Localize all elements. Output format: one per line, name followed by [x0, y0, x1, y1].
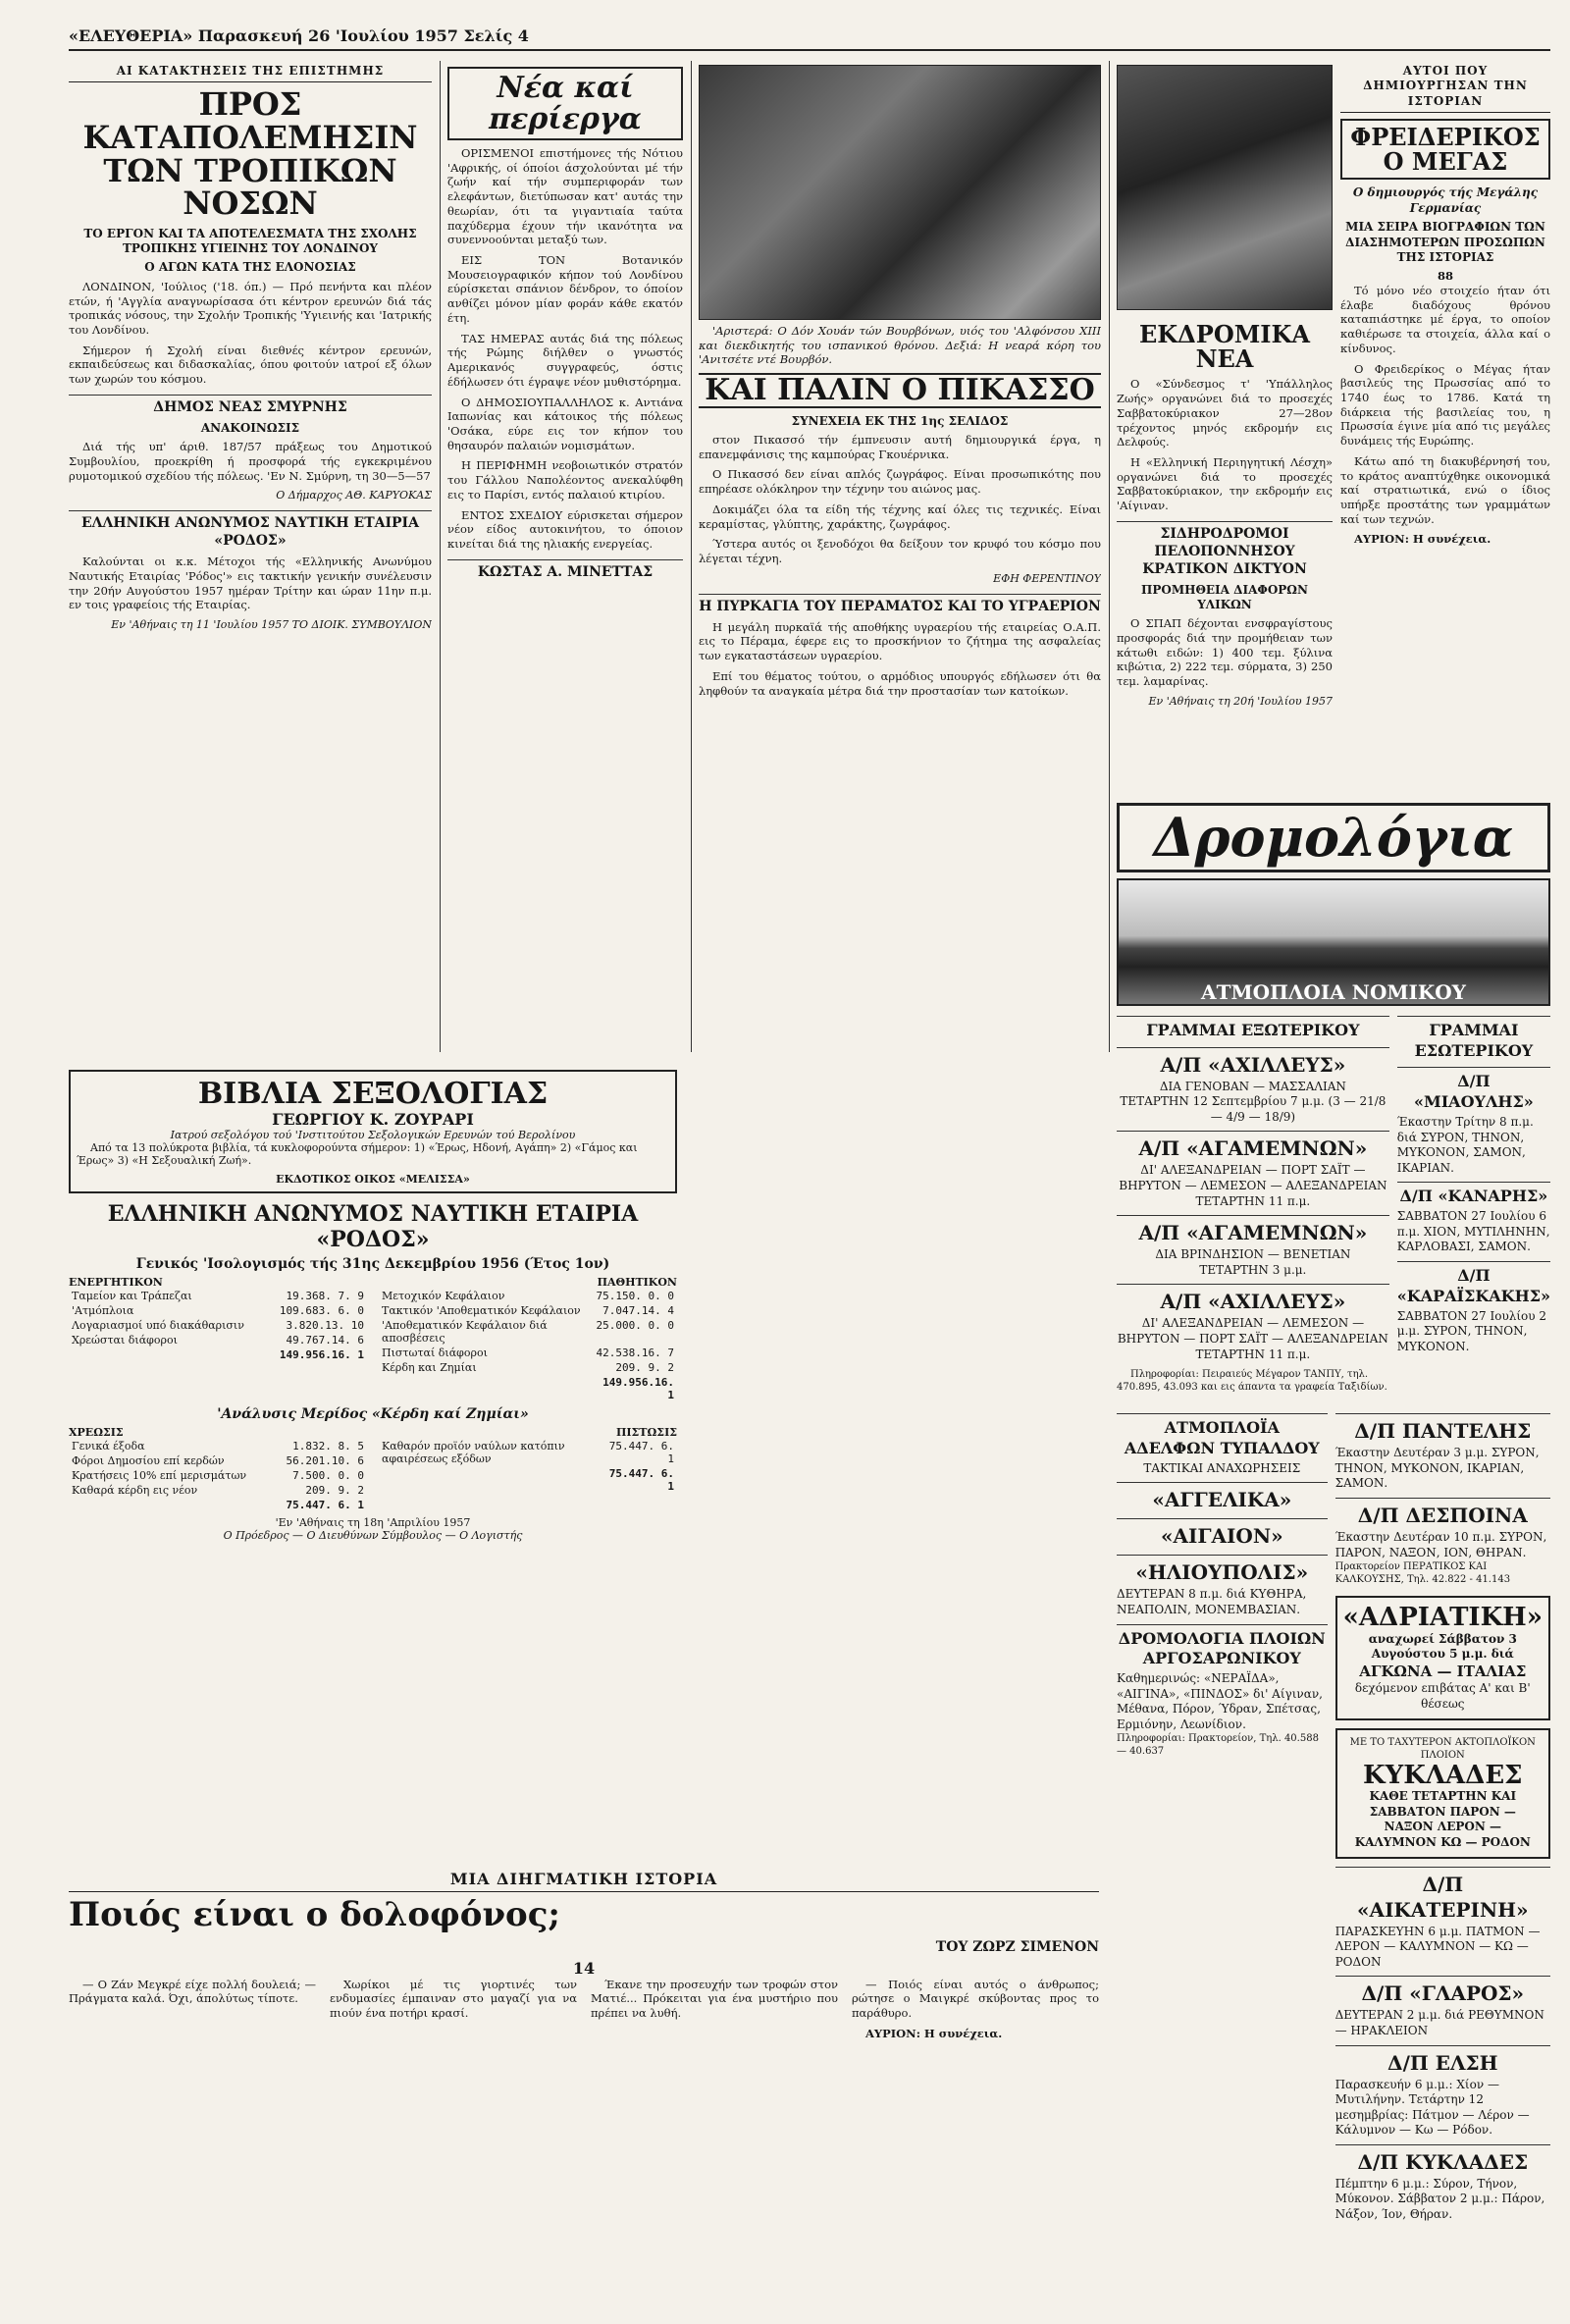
ship-name: «ΑΓΓΕΛΙΚΑ» [1117, 1482, 1328, 1512]
story-paragraph: Χωρίκοι μέ τις γιορτινές των ενδυμασίες έμπαιναν στο μαγαζί για να πιούν ένα ποτήρι κρασί. [330, 1977, 577, 2021]
analysis-title: 'Ανάλυσις Μερίδος «Κέρδη καί Ζημίαι» [217, 1406, 529, 1422]
ship-name: «ΑΙΓΑΙΟΝ» [1117, 1518, 1328, 1549]
ship-name: Α/Π «ΑΧΙΛΛΕΥΣ» [1117, 1047, 1389, 1078]
article-paragraph: Σήμερον ή Σχολή είναι διεθνές κέντρον ερευνών, εκπαιδεύσεως και διδασκαλίας, όπου φοιτούν ιατροί εξ όλων των χωρών του κόσμου. [69, 343, 432, 387]
story-columns [69, 1978, 1099, 2047]
info-text: Πληροφορίαι: Πειραιεύς Μέγαρον ΤΑΝΠΥ, τηλ. 470.895, 43.093 και εις άπαντα τα γραφεία Ταξιδίων. [1117, 1369, 1387, 1394]
debit-row-value: 56.201.10. 6 [286, 1454, 364, 1467]
asset-row-value: 109.683. 6. 0 [279, 1304, 364, 1317]
route-text: ΠΑΡΑΣΚΕΥΗΝ 6 μ.μ. ΠΑΤΜΟΝ — ΛΕΡΟΝ — ΚΑΛΥΜΝΟΝ — ΚΩ — ΡΟΔΟΝ [1334, 1924, 1541, 1969]
story-continued: ΑΥΡΙΟΝ: Η συνέχεια. [865, 2026, 1003, 2040]
column-3 [699, 61, 1101, 1052]
books-author: ΓΕΩΡΓΙΟΥ Κ. ΖΟΥΡΑΡΙ [272, 1110, 474, 1129]
asset-row-name: Χρεώσται διάφοροι [72, 1334, 178, 1347]
ship-name: Δ/Π ΠΑΝΤΕΛΗΣ [1335, 1413, 1550, 1444]
notice-paragraph: Ο ΣΠΑΠ δέχονται ενσφραγίστους προσφοράς διά την προμήθειαν των κάτωθι ειδών: 1) 400 τεμ. ξύλινα κιβώτια, 2) 222 τεμ. σύρματα, 3) 250 τεμ. λαμαρίνας. [1117, 616, 1333, 689]
news-paragraph: Ο «Σύνδεσμος τ' 'Υπάλληλος Ζωής» οργανώνει διά το προσεχές Σαββατοκύριακον 27—28ον τρέχοντος μηνός εκδρομήν εις Δελφούς. [1117, 377, 1333, 449]
notice-signature: Εν 'Αθήναις τη 11 'Ιουλίου 1957 ΤΟ ΔΙΟΙΚ. ΣΥΜΒΟΥΛΙΟΝ [111, 618, 432, 632]
news-paragraph: ΤΑΣ ΗΜΕΡΑΣ αυτάς διά της πόλεως τής Ρώμης διήλθεν ο γνωστός Αμερικανός συγγραφεύς, όστις έδήλωσεν ότι έγραψε νέον μυθιστόρημα. [447, 331, 683, 389]
assets-total: 149.956.16. 1 [279, 1348, 364, 1361]
analysis-tables [69, 1426, 677, 1512]
ship-name: Α/Π «ΑΓΑΜΕΜΝΩΝ» [1117, 1131, 1389, 1161]
assets-total-row [69, 1347, 367, 1362]
route-text: Έκαστην Δευτέραν 3 μ.μ. ΣΥΡΟΝ, ΤΗΝΟΝ, ΜΥΚΟΝΟΝ, ΙΚΑΡΙΑΝ, ΣΑΜΟΝ. [1334, 1446, 1540, 1491]
balance-date: 'Εν 'Αθήναις τη 18η 'Απριλίου 1957 [275, 1516, 471, 1529]
asset-row [69, 1303, 367, 1318]
books-title: ΒΙΒΛΙΑ ΣΕΞΟΛΟΓΙΑΣ [197, 1077, 549, 1111]
debit-table [69, 1439, 367, 1512]
asset-row-value: 3.820.13. 10 [286, 1319, 364, 1332]
route-time: ΤΕΤΑΡΤΗΝ 11 π.μ. [1195, 1193, 1311, 1208]
article-headline: ΠΡΟΣ ΚΑΤΑΠΟΛΕΜΗΣΙΝ ΤΩΝ ΤΡΟΠΙΚΩΝ ΝΟΣΩΝ [82, 85, 418, 223]
liability-row-value: 75.150. 0. 0 [596, 1290, 674, 1302]
debit-row-value: 7.500. 0. 0 [292, 1469, 364, 1482]
shipping-banner: Δρομολόγια [1117, 803, 1550, 872]
route-text: ΔΙ' ΑΛΕΞΑΝΔΡΕΙΑΝ — ΠΟΡΤ ΣΑΪΤ — ΒΗΡΥΤΟΝ — ΛΕΜΕΣΟΝ — ΑΛΕΞΑΝΔΡΕΙΑΝ [1119, 1163, 1387, 1192]
liability-row-name: Μετοχικόν Κεφάλαιον [382, 1290, 505, 1302]
photo-caption: 'Αριστερά: Ο Δόν Χουάν τών Βουρβόνων, υιός του 'Αλφόνσου ΧΙΙΙ και διεκδικητής του ισπανικού θρόνου. Δεξιά: Η νεαρά κόρη του 'Ανιτσέτε ντέ Βουρβόν. [699, 324, 1101, 367]
article-paragraph: στον Πικασσό τήν έμπνευσιν αυτή δημιουργικά έργα, η επανεμφάνισις της καμπούρας Γκουέρνικα. [699, 433, 1101, 461]
route-text: ΔΙ' ΑΛΕΞΑΝΔΡΕΙΑΝ — ΛΕΜΕΣΟΝ — ΒΗΡΥΤΟΝ — ΠΟΡΤ ΣΑΪΤ — ΑΛΕΞΑΝΔΡΕΙΑΝ [1117, 1316, 1388, 1346]
balance-title: ΕΛΛΗΝΙΚΗ ΑΝΩΝΥΜΟΣ ΝΑΥΤΙΚΗ ΕΤΑΙΡΙΑ «ΡΟΔΟΣ» [107, 1201, 639, 1252]
credit-label: ΠΙΣΤΩΣΙΣ [616, 1426, 677, 1439]
story-paragraph: Έκανε την προσευχήν των τροφών στον Ματιέ... Πρόκειται για ένα μυστήριο που πρέπει να λυθή. [591, 1977, 838, 2021]
books-publisher: ΕΚΔΟΤΙΚΟΣ ΟΙΚΟΣ «ΜΕΛΙΣΣΑ» [276, 1173, 470, 1186]
shipping-ads [1117, 797, 1550, 2308]
debit-row-value: 1.832. 8. 5 [292, 1440, 364, 1452]
article-paragraph: Δοκιμάζει όλα τα είδη τής τέχνης καί όλες τις τεχνικές. Είναι κεραμίστας, γλύπτης, χαράκτης, ζωγράφος. [699, 502, 1101, 531]
typaldos-ads [1117, 1407, 1328, 2223]
news-paragraph: Η ΠΕΡΙΦΗΜΗ νεοβοιωτικόν στρατόν του Γάλλου Ναπολέοντος ανεκαλύφθη εις το Παρίσι, εντός παλαιού κτιρίου. [447, 458, 683, 502]
debit-row [69, 1468, 367, 1483]
column-1 [69, 61, 432, 1052]
bottom-left-block [69, 1062, 1109, 2308]
liability-row [379, 1303, 677, 1318]
credit-total: 75.447. 6. 1 [608, 1467, 674, 1493]
credit-column [379, 1426, 677, 1512]
column-2 [447, 61, 683, 1052]
portrait-photo [1117, 65, 1333, 310]
liability-row-name: Τακτικόν 'Αποθεματικόν Κεφάλαιον [382, 1304, 581, 1317]
asset-row [69, 1333, 367, 1347]
article-paragraph: Ο Πικασσό δεν είναι απλός ζωγράφος. Είναι προσωπικότης που επηρέασε ολόκληρον την τέχνην του αιώνος μας. [699, 467, 1101, 497]
advert-name: ΚΩΣΤΑΣ Α. ΜΙΝΕΤΤΑΣ [447, 559, 683, 582]
route-sub: δεχόμενον επιβάτας Α' και Β' θέσεως [1354, 1681, 1531, 1711]
route-text: ΔΕΥΤΕΡΑΝ 8 π.μ. διά ΚΥΘΗΡΑ, ΝΕΑΠΟΛΙΝ, ΜΟΝΕΜΒΑΣΙΑΝ. [1117, 1587, 1307, 1616]
pantelis-ads [1335, 1407, 1550, 2223]
debit-column [69, 1426, 367, 1512]
company-sub: ΤΑΚΤΙΚΑΙ ΑΝΑΧΩΡΗΣΕΙΣ [1143, 1460, 1301, 1475]
story-paragraph: — Ο Ζάν Μεγκρέ είχε πολλή δουλειά; — Πράγματα καλά. Όχι, άπολύτως τίποτε. [69, 1977, 316, 2006]
part-number: 88 [1437, 269, 1453, 284]
asset-row-name: Λογαριασμοί υπό διακάθαρισιν [72, 1319, 244, 1332]
liabilities-total-row [379, 1375, 677, 1402]
route-tables-2 [1117, 1407, 1550, 2223]
biography-subhead: Ο δημιουργός τής Μεγάλης Γερμανίας [1352, 185, 1539, 215]
liability-row [379, 1318, 677, 1346]
biography-paragraph: Τό μόνο νέο στοιχείο ήταν ότι έλαβε διαδόχους θρόνου καταπιάστηκε μέ έργα, το οποίον καθιέρωσε τα στοιχεία, άλλα καί ο κίνδυνος. [1340, 283, 1550, 355]
asset-row-value: 49.767.14. 6 [286, 1334, 364, 1347]
route-destination: ΑΓΚΩΝΑ — ΙΤΑΛΙΑΣ [1359, 1662, 1527, 1680]
masthead [69, 22, 1550, 51]
credit-row-value: 75.447. 6. 1 [608, 1440, 674, 1465]
article-kicker: ΣΥΝΕΧΕΙΑ ΕΚ ΤΗΣ 1ης ΣΕΛΙΔΟΣ [791, 413, 1009, 428]
route-title: ΓΡΑΜΜΑΙ ΕΣΩΤΕΡΙΚΟΥ [1397, 1016, 1550, 1062]
route-text: Παρασκευήν 6 μ.μ.: Χίον — Μυτιλήνην. Τετάρτην 12 μεσημβρίας: Πάτμον — Λέρον — Κάλυμνον — Κω — Ρόδον. [1334, 2077, 1530, 2138]
route-time: ΤΕΤΑΡΤΗΝ 11 π.μ. [1195, 1347, 1311, 1361]
ship-name: Δ/Π «ΑΙΚΑΤΕΡΙΝΗ» [1335, 1867, 1550, 1923]
biography-headline: ΦΡΕΙΔΕΡΙΚΟΣ Ο ΜΕΓΑΣ [1340, 119, 1550, 180]
debit-total: 75.447. 6. 1 [286, 1499, 364, 1511]
article-paragraph: ΛΟΝΔΙΝΟΝ, 'Ιούλιος ('18. όπ.) — Πρό πενήντα και πλέον ετών, ή 'Αγγλία αναγνωρίσασα ότι κέντρον ερευνών διά τάς τροπικάς νόσους, την Σχολήν Τροπικής 'Υγιεινής και 'Ιατρικής του Λονδίνου. [69, 279, 432, 337]
route-text: Πέμπτην 6 μ.μ.: Σύρον, Τήνον, Μύκονον. Σάββατον 2 μ.μ.: Πάρον, Νάξον, Ίον, Θήραν. [1334, 2176, 1545, 2222]
notice-signature: Ο Δήμαρχος ΑΘ. ΚΑΡΥΟΚΑΣ [276, 489, 432, 502]
route-time: ΤΕΤΑΡΤΗΝ 3 μ.μ. [1199, 1262, 1307, 1277]
masthead-text: «ΕΛΕΥΘΕΡΙΑ» Παρασκευή 26 'Ιουλίου 1957 Σελίς 4 [69, 26, 529, 45]
route-text: ΣΑΒΒΑΤΟΝ 27 Ιουλίου 2 μ.μ. ΣΥΡΟΝ, ΤΗΝΟΝ, ΜΥΚΟΝΟΝ. [1396, 1308, 1547, 1353]
route-text: αναχωρεί Σάββατον 3 Αυγούστου 5 μ.μ. διά [1368, 1631, 1517, 1662]
assets-label: ΕΝΕΡΓΗΤΙΚΟΝ [69, 1276, 163, 1289]
route-title: ΓΡΑΜΜΑΙ ΕΞΩΤΕΡΙΚΟΥ [1117, 1016, 1389, 1041]
route-text: Έκαστην Τρίτην 8 π.μ. διά ΣΥΡΟΝ, ΤΗΝΟΝ, ΜΥΚΟΝΟΝ, ΣΑΜΟΝ, ΙΚΑΡΙΑΝ. [1396, 1114, 1534, 1175]
story-block [69, 1867, 1099, 2047]
debit-label: ΧΡΕΩΣΙΣ [69, 1426, 124, 1439]
ship-name: Δ/Π «ΚΑΡΑΪΣΚΑΚΗΣ» [1397, 1261, 1550, 1307]
ship-name: Δ/Π ΚΥΚΛΑΔΕΣ [1335, 2144, 1550, 2175]
liability-row [379, 1360, 677, 1375]
photo-right [1117, 61, 1333, 306]
column-5 [1340, 61, 1550, 807]
article-byline: ΕΦΗ ΦΕΡΕΝΤΙΝΟΥ [993, 571, 1101, 585]
section-heading: ΔΗΜΟΣ ΝΕΑΣ ΣΜΥΡΝΗΣ [69, 395, 432, 417]
ship-name: Δ/Π «ΚΑΝΑΡΗΣ» [1397, 1182, 1550, 1207]
credit-row [379, 1439, 677, 1466]
notice-paragraph: Διά τής υπ' άριθ. 187/57 πράξεως του Δημοτικού Συμβουλίου, προεκρίθη ή προσφορά τής εγκεκριμένου ρυμοτομικού σχεδίου τής πόλεως. 'Εν Ν. Σμύρνη, τη 30—5—57 [69, 440, 432, 483]
route-text: ΔΙΑ ΓΕΝΟΒΑΝ — ΜΑΣΣΑΛΙΑΝ [1159, 1079, 1346, 1093]
news-paragraph: ΕΝΤΟΣ ΣΧΕΔΙΟΥ εύρισκεται σήμερον νέον είδος αυτοκινήτου, το όποιον κινείται διά της ηλιακής ενεργείας. [447, 507, 683, 551]
story-part: 14 [572, 1958, 596, 1978]
debit-row [69, 1453, 367, 1468]
ship-name: «ΑΔΡΙΑΤΙΚΗ» [1342, 1603, 1543, 1633]
liabilities-table [379, 1289, 677, 1402]
story-author: ΤΟΥ ΖΩΡΖ ΣΙΜΕΝΟΝ [935, 1938, 1099, 1955]
assets-table [69, 1289, 367, 1362]
route-text: Καθημερινώς: «ΝΕΡΑΪΔΑ», «ΑΙΓΙΝΑ», «ΠΙΝΔΟΣ» δι' Αίγιναν, Μέθανα, Πόρον, Ύδραν, Σπέτσας, Ερμιόνην, Λεωνίδιον. [1117, 1671, 1323, 1731]
debit-row [69, 1439, 367, 1453]
story-paragraph: — Ποιός είναι αυτός ο άνθρωπος; ρώτησε ο Μαιγκρέ σκύβοντας προς το παράθυρο. [852, 1977, 1099, 2021]
ship-name: Δ/Π «ΓΛΑΡΟΣ» [1335, 1976, 1550, 2006]
books-ad [69, 1070, 677, 1193]
section-heading: ΕΚΔΡΟΜΙΚΑ ΝΕΑ [1139, 320, 1310, 374]
ship-name: Δ/Π «ΜΙΑΟΥΛΗΣ» [1397, 1067, 1550, 1113]
article-paragraph: Επί του θέματος τούτου, ο αρμόδιος υπουργός εδήλωσεν ότι θα ληφθούν τα αναγκαία μέτρα διά την προστασίαν των κατοίκων. [699, 668, 1101, 698]
article-subhead: ΤΟ ΕΡΓΟΝ ΚΑΙ ΤΑ ΑΠΟΤΕΛΕΣΜΑΤΑ ΤΗΣ ΣΧΟΛΗΣ ΤΡΟΠΙΚΗΣ ΥΓΙΕΙΝΗΣ ΤΟΥ ΛΟΝΔΙΝΟΥ [83, 226, 417, 256]
article-kicker: ΑΙ ΚΑΤΑΚΤΗΣΕΙΣ ΤΗΣ ΕΠΙΣΤΗΜΗΣ [69, 61, 432, 82]
liability-row-name: Πιστωταί διάφοροι [382, 1347, 488, 1359]
internal-routes [1397, 1010, 1550, 1400]
ship-schedule: ΚΑΘΕ ΤΕΤΑΡΤΗΝ ΚΑΙ ΣΑΒΒΑΤΟΝ ΠΑΡΟΝ — ΝΑΞΟΝ ΛΕΡΟΝ — ΚΑΛΥΜΝΟΝ ΚΩ — ΡΟΔΟΝ [1354, 1789, 1531, 1849]
section-heading: ΣΙΔΗΡΟΔΡΟΜΟΙ ΠΕΛΟΠΟΝΝΗΣΟΥ ΚΡΑΤΙΚΟΝ ΔΙΚΤΥΟΝ [1117, 521, 1333, 579]
route-time: ΤΕΤΑΡΤΗΝ 12 Σεπτεμβρίου 7 μ.μ. (3 — 21/8 — 4/9 — 18/9) [1120, 1094, 1387, 1124]
section-heading: ΕΛΛΗΝΙΚΗ ΑΝΩΝΥΜΟΣ ΝΑΥΤΙΚΗ ΕΤΑΙΡΙΑ «ΡΟΔΟΣ» [69, 510, 432, 551]
debit-row-name: Φόροι Δημοσίου επί κερδών [72, 1454, 225, 1467]
debit-row-name: Καθαρά κέρδη εις νέον [72, 1484, 198, 1497]
liability-row-value: 7.047.14. 4 [602, 1304, 674, 1317]
credit-row-name: Καθαρόν προϊόν ναύλων κατόπιν αφαιρέσεως εξόδων [382, 1440, 565, 1465]
asset-row [69, 1318, 367, 1333]
liability-row-value: 209. 9. 2 [615, 1361, 674, 1374]
assets-column [69, 1276, 367, 1402]
balance-signers: Ο Πρόεδρος — Ο Διευθύνων Σύμβουλος — Ο Λογιστής [223, 1529, 523, 1542]
asset-row-value: 19.368. 7. 9 [286, 1290, 364, 1302]
notice-paragraph: Καλούνται οι κ.κ. Μέτοχοι τής «Ελληνικής Ανωνύμου Ναυτικής Εταιρίας 'Ρόδος'» εις τακτικήν γενικήν συνέλευσιν την 20ήν Αυγούστου 1957 ημέραν Τρίτην και ώραν 11ην π.μ. εν τοις γραφείοις τής Εταιρίας. [69, 555, 432, 612]
article-paragraph: Ύστερα αυτός οι ξενοδόχοι θα δείξουν τον κρυφό του κόσμο που λέγεται τέχνη. [699, 537, 1101, 566]
route-text: ΔΙΑ ΒΡΙΝΔΗΣΙΟΝ — ΒΕΝΕΤΙΑΝ [1155, 1247, 1351, 1262]
ship-name: Δ/Π ΕΛΣΗ [1335, 2045, 1550, 2076]
biography-paragraph: Κάτω από τη διακυβέρνησή του, το κράτος αναπτύχθηκε οικονομικά καί στρατιωτικά, ενώ ο ίδιος υπήρξε προστάτης των γραμμάτων καί των τεχνών. [1340, 453, 1550, 526]
liabilities-column [379, 1276, 677, 1402]
column-rule [1109, 61, 1110, 1052]
route-text: ΣΑΒΒΑΤΟΝ 27 Ιουλίου 6 π.μ. ΧΙΟΝ, ΜΥΤΙΛΗΝΗΝ, ΚΑΡΛΟΒΑΣΙ, ΣΑΜΟΝ. [1396, 1209, 1550, 1254]
debit-total-row [69, 1498, 367, 1512]
ship-name: «ΗΛΙΟΥΠΟΛΙΣ» [1117, 1555, 1328, 1585]
news-paragraph: Η «Ελληνική Περιηγητική Λέσχη» οργανώνει διά το προσεχές Σαββατοκύριακον, την εκδρομήν εις 'Αίγιναν. [1117, 454, 1333, 513]
article-headline: ΚΑΙ ΠΑΛΙΝ Ο ΠΙΚΑΣΣΟ [699, 373, 1101, 408]
asset-row-name: 'Ατμόπλοια [72, 1304, 134, 1317]
asset-row-name: Ταμείον και Τράπεζαι [72, 1290, 192, 1302]
asset-row [69, 1289, 367, 1303]
story-title: Ποιός είναι ο δολοφόνος; [69, 1895, 560, 1934]
article-subhead-2: Ο ΑΓΩΝ ΚΑΤΑ ΤΗΣ ΕΛΟΝΟΣΙΑΣ [144, 260, 356, 275]
debit-row [69, 1483, 367, 1498]
company-name: ΔΡΟΜΟΛΟΓΙΑ ΠΛΟΙΩΝ ΑΡΓΟΣΑΡΩΝΙΚΟΥ [1117, 1624, 1328, 1670]
adriatiki-ad [1335, 1596, 1550, 1719]
debit-row-name: Κρατήσεις 10% επί μερισμάτων [72, 1469, 247, 1482]
news-paragraph: ΕΙΣ ΤΟΝ Βοτανικόν Μουσειογραφικόν κήπον τού Λονδίνου εύρίσκεται σπάνιον δένδρον, το όποίον ανθίζει μόνον μίαν φοράν κάθε εκατόν έτη. [447, 253, 683, 325]
series-kicker: ΑΥΤΟΙ ΠΟΥ ΔΗΜΙΟΥΡΓΗΣΑΝ ΤΗΝ ΙΣΤΟΡΙΑΝ [1340, 61, 1550, 113]
section-subheading: ΑΝΑΚΟΙΝΩΣΙΣ [200, 420, 300, 435]
liability-row [379, 1289, 677, 1303]
agent-text: Πληροφορίαι: Πρακτορείον, Τηλ. 40.588 — 40.637 [1117, 1733, 1319, 1758]
balance-tables [69, 1276, 677, 1402]
section-logo: Νέα καί περίεργα [447, 67, 683, 140]
biography-paragraph: Ο Φρειδερίκος ο Μέγας ήταν βασιλεύς της Πρωσσίας από το 1740 έως το 1786. Κατά τη διάρκεια τής βασιλείας του, η Πρωσσία έγινε μία από τις μεγάλες δυνάμεις τής Ευρώπης. [1340, 361, 1550, 449]
liabilities-label: ΠΑΘΗΤΙΚΟΝ [597, 1276, 677, 1289]
column-rule [440, 61, 441, 1052]
section-subheading: ΠΡΟΜΗΘΕΙΑ ΔΙΑΦΟΡΩΝ ΥΛΙΚΩΝ [1141, 582, 1308, 611]
ship-name: Α/Π «ΑΓΑΜΕΜΝΩΝ» [1117, 1215, 1389, 1245]
credit-total-row [379, 1466, 677, 1494]
ship-illustration [1117, 878, 1550, 1006]
credit-table [379, 1439, 677, 1494]
kyklades-ad [1335, 1728, 1550, 1859]
news-paragraph: Ο ΔΗΜΟΣΙΟΥΠΑΛΛΗΛΟΣ κ. Αντιάνα Ιαπωνίας και κάτοικος τής πόλεως 'Οσάκα, εύρε εις τον κήπον του θησαυρόν παλαιών νομισμάτων. [447, 395, 683, 452]
debit-row-name: Γενικά έξοδα [72, 1440, 145, 1452]
liability-row-name: 'Αποθεματικόν Κεφάλαιον διά αποσβέσεις [382, 1319, 548, 1345]
books-text: Από τα 13 πολύκροτα βιβλία, τά κυκλοφορούντα σήμερον: 1) «Έρως, Ηδονή, Αγάπη» 2) «Γάμος και Έρως» 3) «Η Σεξουαλική Ζωή». [77, 1141, 638, 1167]
liabilities-total: 149.956.16. 1 [602, 1376, 674, 1401]
notice-signature: Εν 'Αθήναις τη 20ή 'Ιουλίου 1957 [1148, 694, 1333, 708]
route-text: ΔΕΥΤΕΡΑΝ 2 μ.μ. διά ΡΕΘΥΜΝΟΝ — ΗΡΑΚΛΕΙΟΝ [1334, 2008, 1544, 2037]
liability-row-value: 25.000. 0. 0 [596, 1319, 674, 1332]
books-sub: Ιατρού σεξολόγου τού 'Ινστιτούτου Σεξολογικών Ερευνών τού Βερολίνου [170, 1129, 576, 1141]
liability-row-value: 42.538.16. 7 [596, 1347, 674, 1359]
company-name: ΑΤΜΟΠΛΟΪΑ ΑΔΕΛΦΩΝ ΤΥΠΑΛΔΟΥ [1117, 1413, 1328, 1459]
external-routes [1117, 1010, 1389, 1400]
newspaper-page [69, 22, 1550, 2308]
series-description: ΜΙΑ ΣΕΙΡΑ ΒΙΟΓΡΑΦΙΩΝ ΤΩΝ ΔΙΑΣΗΜΟΤΕΡΩΝ ΠΡΟΣΩΠΩΝ ΤΗΣ ΙΣΤΟΡΙΑΣ [1345, 220, 1545, 264]
balance-subtitle: Γενικός 'Ισολογισμός τής 31ης Δεκεμβρίου 1956 (Έτος 1ον) [135, 1256, 610, 1272]
route-text: Έκαστην Δευτέραν 10 π.μ. ΣΥΡΟΝ, ΠΑΡΟΝ, ΝΑΞΟΝ, ΙΟΝ, ΘΗΡΑΝ. [1334, 1529, 1547, 1559]
ship-pre: ΜΕ ΤΟ ΤΑΧΥΤΕΡΟΝ ΑΚΤΟΠΛΟΪΚΟΝ ΠΛΟΙΟΝ [1349, 1736, 1536, 1761]
debit-row-value: 209. 9. 2 [305, 1484, 364, 1497]
continued-note: ΑΥΡΙΟΝ: Η συνέχεια. [1354, 532, 1492, 547]
ship-label: ΑΤΜΟΠΛΟΙΑ ΝΟΜΙΚΟΥ [1201, 979, 1466, 1004]
liability-row [379, 1346, 677, 1360]
news-photo [699, 65, 1101, 320]
story-kicker: ΜΙΑ ΔΙΗΓΜΑΤΙΚΗ ΙΣΤΟΡΙΑ [69, 1867, 1099, 1892]
agent-text: Πρακτορείον ΠΕΡΑΤΙΚΟΣ ΚΑΙ ΚΑΛΚΟΥΣΗΣ, Τηλ. 42.822 - 41.143 [1334, 1561, 1511, 1586]
balance-sheet [69, 1201, 677, 1542]
news-paragraph: ΟΡΙΣΜΕΝΟΙ επιστήμονες τής Νότιου 'Αφρικής, οί όποίοι άσχολούνται μέ τήν ζωήν καί τήν συμπεριφοράν των ελεφάντων, διετύπωσαν κατ' αυτάς την θεωρίαν, ότι τα γιγαντιαία ταύτα παχύδερμα έχουν τήν ικανότητα να συνεννοούνται μεταξύ των. [447, 146, 683, 247]
liability-row-name: Κέρδη και Ζημίαι [382, 1361, 477, 1374]
section-heading: Η ΠΥΡΚΑΓΙΑ ΤΟΥ ΠΕΡΑΜΑΤΟΣ ΚΑΙ ΤΟ ΥΓΡΑΕΡΙΟΝ [699, 594, 1101, 616]
ship-name: ΚΥΚΛΑΔΕΣ [1363, 1760, 1523, 1790]
ship-name: Α/Π «ΑΧΙΛΛΕΥΣ» [1117, 1284, 1389, 1314]
article-paragraph: Η μεγάλη πυρκαϊά τής αποθήκης υγραερίου τής εταιρείας Ο.Α.Π. εις το Πέραμα, έφερε εις το προσκήνιον το ζήτημα της ασφαλείας των εγκαταστάσεων υγραερίου. [699, 619, 1101, 663]
route-tables [1117, 1010, 1550, 1400]
ship-name: Δ/Π ΔΕΣΠΟΙΝΑ [1335, 1498, 1550, 1528]
column-rule [691, 61, 692, 1052]
